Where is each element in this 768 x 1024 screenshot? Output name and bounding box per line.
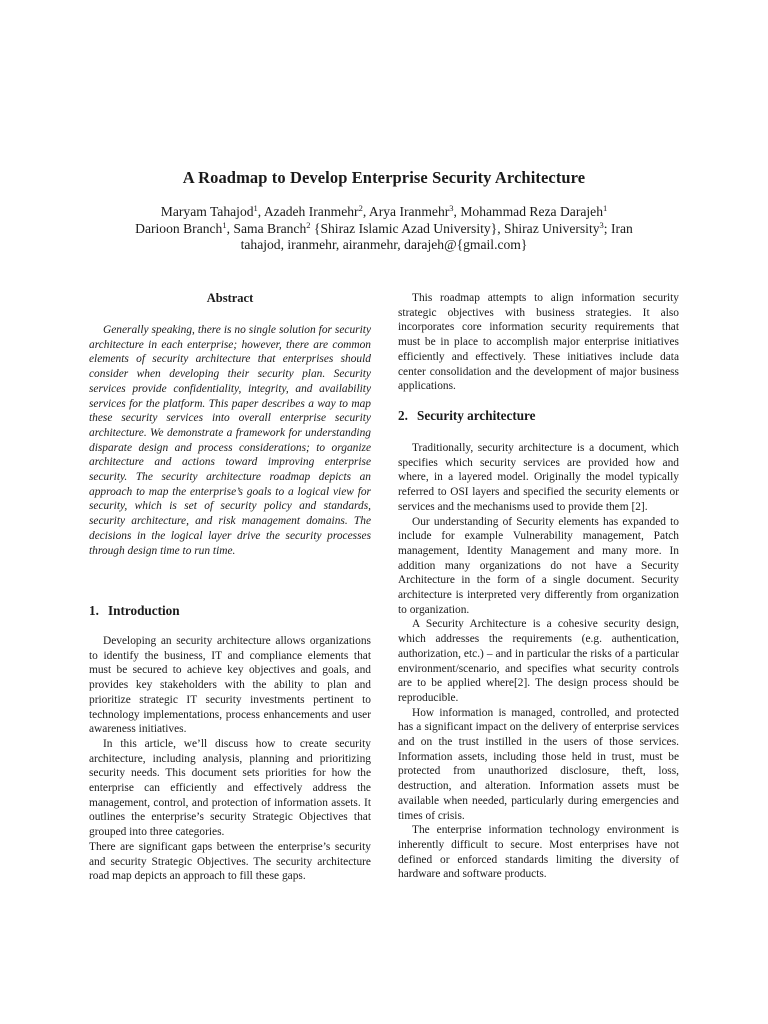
abstract-body: [89, 323, 371, 558]
security-architecture-body: [398, 441, 679, 882]
author-name: Mohammad Reza Darajeh: [460, 204, 603, 219]
paragraph: There are significant gaps between the enterprise’s security and security Strategic Objectives. The security architecture road map depicts an approach to fill these gaps.: [89, 840, 371, 883]
introduction-body: [89, 634, 371, 884]
section-heading-security-architecture: [398, 408, 536, 424]
affiliation-separator: ; Iran: [603, 220, 633, 236]
paragraph: Developing an security architecture allows organizations to identify the business, IT and compliance elements that must be secured to achieve key objectives and goals, and provides key stakeholders with the ability to plan and prioritize strategic IT security investments pertinent to technology implementations, process enhancements and user awareness initiatives.: [89, 635, 371, 736]
section-number: 2.: [398, 408, 408, 423]
author-name: Arya Iranmehr: [368, 204, 450, 219]
affiliation-mark: 2: [306, 219, 311, 230]
affiliation-mark: 1: [222, 219, 227, 230]
paper-title: A Roadmap to Develop Enterprise Security Architecture: [182, 168, 586, 187]
author-line-1: [60, 204, 708, 221]
author-name: Azadeh Iranmehr: [263, 204, 359, 219]
affiliation-mark: 3: [599, 219, 604, 230]
paragraph: A Security Architecture is a cohesive security design, which addresses the requirements (e.g. authentication, authorization, etc.) – and in particular the risks of a particular environment/scenario, and specifies what security controls are to be applied where[2]. The design process should be reproducible.: [398, 618, 679, 704]
section-number: 1.: [89, 603, 99, 618]
author-block: [60, 204, 708, 254]
affiliation-mark: 3: [449, 203, 454, 213]
affiliation-name: Sama Branch: [233, 220, 307, 236]
affiliation-mark: 1: [603, 203, 608, 213]
paragraph: This roadmap attempts to align information security strategic objectives with business strategies. It also incorporates core information security requirements that must be in place to accomplish major enterprise initiatives efficiently and effectively. These initiatives include data center consolidation and the development of major business applications.: [398, 292, 679, 393]
abstract-paragraph: Generally speaking, there is no single solution for security architecture in each enterprise; however, there are common elements of security architecture that enterprises should consider when developing their security plan. Security services provide confidentiality, integrity, and availability services for the platform. This paper describes a way to map these security services into overall enterprise security architecture. We demonstrate a framework for understanding disparate design and process considerations; to organize architecture and actions toward improving enterprise security. The security architecture roadmap depicts an approach to map the enterprise’s goals to a logical view for security, which is set of security policy and standards, security architecture, and risk management domains. The decisions in the logical layer drive the security processes through design time to run time.: [89, 324, 371, 557]
affiliation-name: Darioon Branch: [135, 220, 223, 236]
paragraph: Traditionally, security architecture is a document, which specifies which security services are provided how and where, in a layered model. Originally the model typically referred to OSI layers and specified the security elements or services and the mechanisms used to provide them [2].: [398, 442, 679, 513]
paragraph: How information is managed, controlled, and protected has a significant impact on the delivery of enterprise services and on the trust instilled in the users of those services. Information assets, including those held in trust, must be protected from unauthorized disclosure, theft, loss, destruction, and alteration. Information assets must be available when needed, particularly during emergencies and times of crisis.: [398, 706, 679, 822]
abstract-heading: Abstract: [206, 291, 254, 305]
section-heading-introduction: [89, 603, 180, 619]
affiliation-line: [60, 221, 708, 238]
affiliation-mark: 2: [358, 203, 363, 213]
section-title: Security architecture: [417, 408, 536, 423]
paragraph: Our understanding of Security elements has expanded to include for example Vulnerability management, Patch management, Identity Management and many more. In addition many organizations do not have a Security Architecture in the form of a single document. Security architecture is interpreted very differently from organization to organization.: [398, 515, 679, 616]
author-separator: ,: [453, 204, 461, 219]
affiliation-name: Shiraz University: [504, 220, 600, 236]
author-separator: ,: [257, 204, 264, 219]
affiliation-mark: 1: [253, 203, 258, 213]
affiliation-separator: {Shiraz Islamic Azad University},: [310, 220, 505, 236]
introduction-continued: [398, 291, 679, 394]
section-title: Introduction: [108, 603, 180, 618]
author-name: Maryam Tahajod: [160, 204, 254, 219]
paragraph: In this article, we’ll discuss how to create security architecture, including analysis, planning and prioritizing security needs. This document sets priorities for how the enterprise can efficiently and effectively address the management, control, and protection of information assets. It outlines the enterprise’s security Strategic Objectives that grouped into three categories.: [89, 737, 371, 839]
author-emails: tahajod, iranmehr, airanmehr, darajeh@{gmail.com}: [240, 237, 528, 252]
paragraph: The enterprise information technology environment is inherently difficult to secure. Most enterprises have not defined or enforced standards limiting the diversity of hardware and software products.: [398, 824, 679, 881]
author-separator: ,: [362, 204, 369, 219]
affiliation-separator: ,: [226, 220, 234, 236]
